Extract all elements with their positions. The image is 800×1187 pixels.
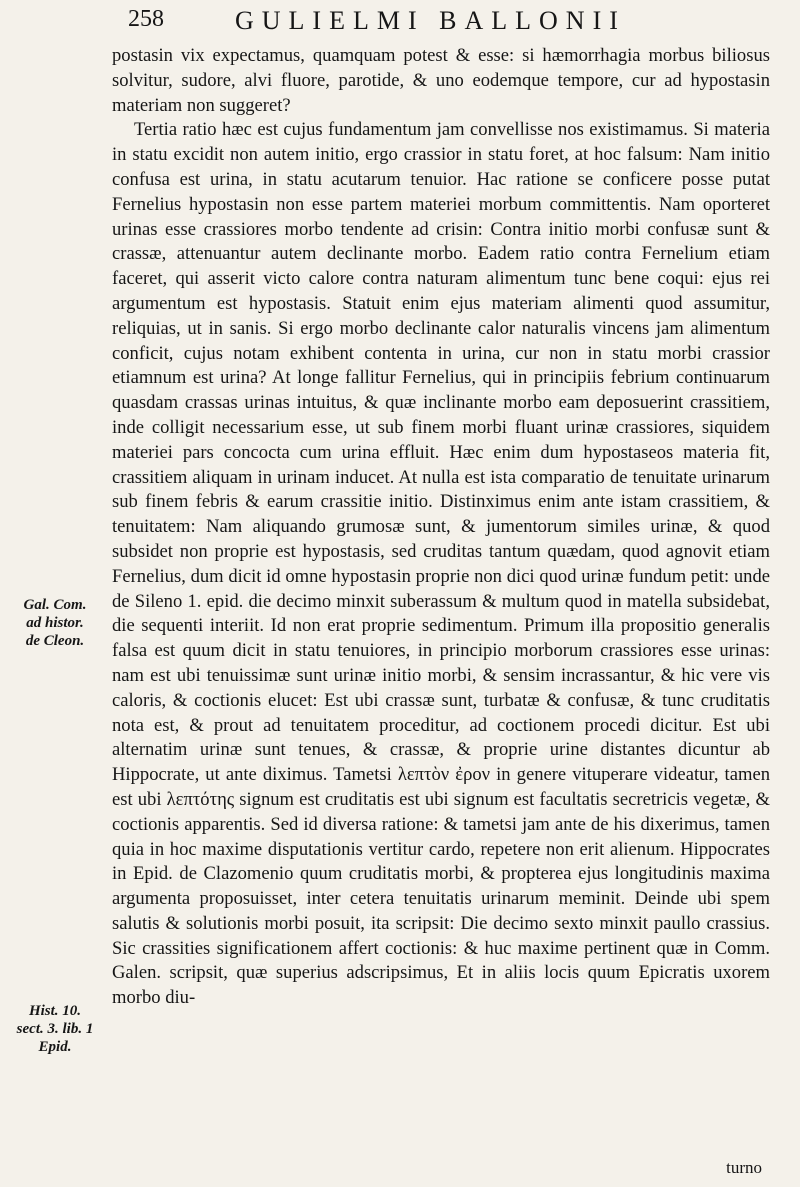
running-title: GULIELMI BALLONII (235, 6, 626, 35)
catchword: turno (726, 1158, 762, 1177)
paragraph-tertia-ratio: Tertia ratio hæc est cujus fundamentum jam convellisse nos existimamus. Si materia in statu excidit non autem initio, ergo crassior in statu foret, at hoc falsum: Nam initio confusa est urina, in statu acutarum tenuior. Hac ratione se conficere posse putat Fernelius hypostasin non esse partem materiei morbum committentis. Nam oporteret urinas esse crassiores morbo tendente ad crisin: Contra initio morbi confusæ sunt & crassæ, attenuantur autem declinante morbo. Eadem ratio contra Fernelium etiam faceret, qui asserit victo calore contra naturam alimentum tunc bene coqui: ejus rei argumentum est hypostasis. Statuit enim ejus materiam alimenti quod assumitur, reliquias, ut in sanis. Si ergo morbo declinante calor naturalis vincens jam alimentum conficit, cujus notam exhibent contenta in urina, cur non in statu morbi crassior etiamnum est urina? At longe fallitur Fernelius, qui in principiis febrium continuarum quasdam crassas urinas intuitus, & quæ inclinante morbo eam deposuerint crassitiem, inde colligit necessarium esse, ut sub finem morbi fluant urinæ crassiores, siquidem materiei pars concocta cum urina effluit. Hæc enim dum hypostaseos materia fit, crassitiem aliquam in urinam inducet. At nulla est ista comparatio de tenuitate urinarum sub finem febris & earum crassitie initio. Distinximus enim ante istam crassitiem, & tenuitatem: Nam aliquando grumosæ sunt, & jumentorum similes urinæ, & quod subsidet non proprie est hypostasis, sed cruditas tantum quædam, quod agnovit etiam Fernelius, dum dicit id omne hypostasin proprie non dici quod urinæ fundum petit: unde de Sileno 1. epid. die decimo minxit suberassum & multum quod in matella subsidebat, die sequenti interiit. Id non erat proprie sedimentum. Primum illa propositio generalis falsa est quum dicit in statu tenuiores, in principio morborum crassiores esse urinas: nam est ubi tenuissimæ sunt urinæ initio morbi, & sensim incrassantur, & hic vere vis caloris, & coctionis elucet: Est ubi crassæ sunt, turbatæ & confusæ, & tunc cruditatis nota est, & prout ad tenuitatem proceditur, ad coctionem procedi dicitur. Est ubi alternatim urinæ sunt tenues, & crassæ, & proprie urine distantes dicuntur ab Hippocrate, ut ante diximus. Tametsi λεπτὸν ἐρον in genere vituperare videatur, tamen est ubi λεπτότης signum est cruditatis est ubi signum est facultatis secretricis vegetæ, & coctionis apparentis. Sed id diversa ratione: & tametsi jam ante de his dixerimus, tamen quia in hoc maxime disputationis vertitur cardo, repetere non erit alienum. Hippocrates in Epid. de Clazomenio quum cruditatis morbi, & propterea ejus longitudinis maxima argumenta proposuisset, inter cetera tenuitatis urinarum meminit. Deinde ubi spem salutis & solutionis morbi posuit, ita scripsit: Die decimo sexto minxit paullo crassius. Sic crassities significationem affert coctionis: & huc maxime pertinent quæ in Comm. Galen. scripsit, quæ superius adscripsimus, Et in aliis locis quum Epicratis uxorem morbo diu- (112, 119, 770, 1009)
main-text (112, 44, 770, 1011)
page-number: 258 (128, 6, 164, 32)
paragraph-continuation: postasin vix expectamus, quamquam potest & esse: si hæmorrhagia morbus biliosus solvitur, sudore, alvi fluore, parotide, & uno eodemque tempore, cur ad hypostasin materiam non suggeret? (112, 45, 770, 116)
margin-note-galen: Gal. Com. ad histor. de Cleon. (23, 597, 87, 649)
margin-note-epidemics: Hist. 10. sect. 3. lib. 1 Epid. (16, 1003, 94, 1055)
page-header (120, 6, 800, 40)
